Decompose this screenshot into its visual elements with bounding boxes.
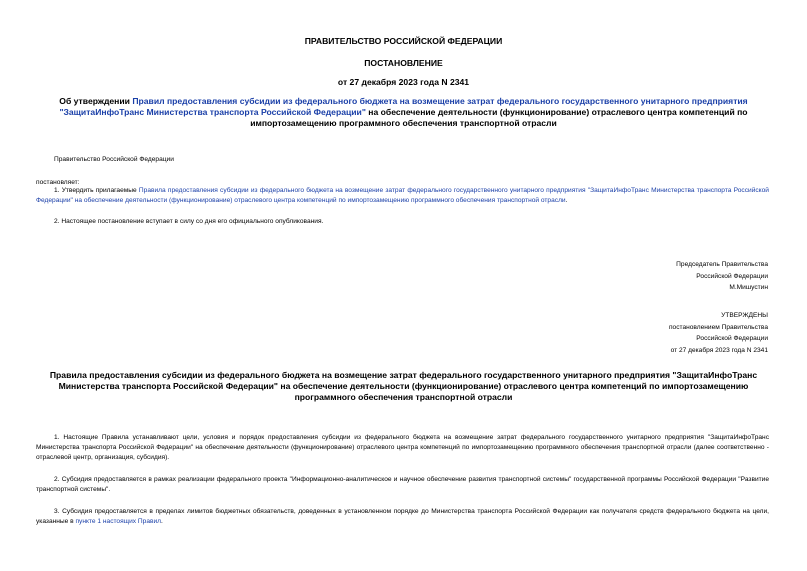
document-type: ПОСТАНОВЛЕНИЕ: [364, 58, 443, 68]
item1-rules-link[interactable]: Правила предоставления субсидии из федерального бюджета на возмещение затрат федерального государственного унитарного предприятия "ЗащитаИнфоТранс Министерства транспорта Российской Федерации" на обеспечение деятельности (функционирование) отраслевого центра компетенций по импортозамещению программного обеспечения транспортной отрасли: [36, 187, 769, 204]
signature-block: [676, 259, 768, 294]
intro-text: Правительство Российской Федерации: [54, 156, 174, 163]
approval-date: от 27 декабря 2023 года N 2341: [670, 346, 768, 354]
title-prefix: Об утверждении: [59, 96, 133, 106]
rules-paragraph-3: [36, 507, 769, 527]
item1-prefix: 1. Утвердить прилагаемые: [54, 187, 139, 194]
rules-title: Правила предоставления субсидии из федерального бюджета на возмещение затрат федерального государственного унитарного предприятия "ЗащитаИнфоТранс Министерства транспорта Российской Федерации" на обеспечение деятельности (функционирование) отраслевого центра компетенций по импортозамещению программного обеспечения транспортной отрасли: [49, 370, 758, 402]
signature-position: Председатель Правительства: [676, 261, 768, 268]
government-name: ПРАВИТЕЛЬСТВО РОССИЙСКОЙ ФЕДЕРАЦИИ: [304, 36, 503, 46]
signature-name: М.Мишустин: [729, 284, 768, 292]
rules-paragraph-2: 2. Субсидия предоставляется в рамках реализации федерального проекта "Информационно-аналитическое и научное обеспечение развития транспортной системы" государственной программы Российской Федерации "Развитие транспортной системы".: [36, 476, 769, 493]
document-title: [36, 96, 771, 129]
title-rules-link[interactable]: Правил предоставления субсидии из федерального бюджета на возмещение затрат федерального государственного унитарного предприятия "ЗащитаИнфоТранс Министерства транспорта Российской Федерации": [59, 96, 748, 117]
title-suffix: на обеспечение деятельности (функционирование) отраслевого центра компетенций по импортозамещению программного обеспечения транспортной отрасли: [250, 107, 748, 128]
decree-word: постановляет:: [36, 179, 80, 186]
p3-prefix: 3. Субсидия предоставляется в пределах лимитов бюджетных обязательств, доведенных в установленном порядке до Министерства транспорта Российской Федерации как получателя средств федерального бюджета на цели, указанные в: [36, 508, 769, 525]
approval-block: [669, 310, 768, 356]
approval-heading: УТВЕРЖДЕНЫ: [721, 312, 768, 319]
item1-suffix: .: [565, 197, 568, 204]
approval-country: Российской Федерации: [696, 335, 768, 343]
approval-by: постановлением Правительства: [668, 323, 768, 331]
document-date-number: от 27 декабря 2023 года N 2341: [337, 77, 470, 87]
p3-suffix: .: [161, 518, 163, 525]
rules-paragraph-1: 1. Настоящие Правила устанавливают цели, условия и порядок предоставления субсидии из федерального бюджета на возмещение затрат федерального государственного унитарного предприятия "ЗащитаИнфоТранс Министерства транспорта Российской Федерации" на обеспечение деятельности (функционирование) отраслевого центра компетенций по импортозамещению программного обеспечения транспортной отрасли (далее соответственно - отраслевой центр, организация, субсидия).: [36, 434, 769, 461]
p3-rules-link[interactable]: пункте 1 настоящих Правил: [75, 518, 162, 525]
decree-item-2: 2. Настоящее постановление вступает в силу со дня его официального опубликования.: [54, 218, 324, 225]
signature-country: Российской Федерации: [696, 272, 768, 280]
decree-item-1: [36, 186, 769, 206]
